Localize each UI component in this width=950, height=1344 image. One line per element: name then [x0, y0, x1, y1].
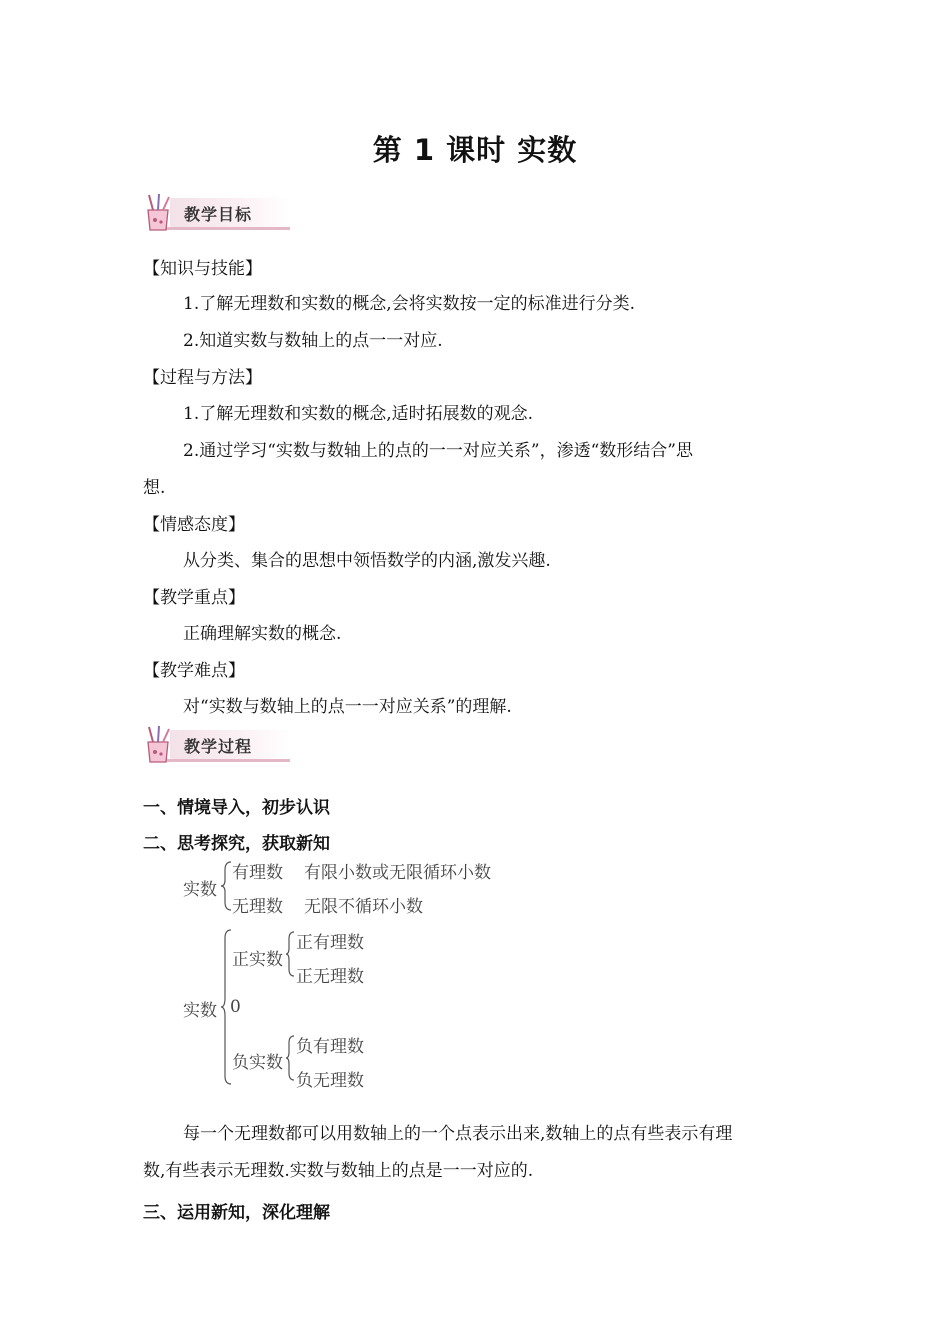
difficulty-item-1: 对“实数与数轴上的点一一对应关系”的理解.: [183, 697, 512, 717]
process-method-item-1: 1.了解无理数和实数的概念,适时拓展数的观念.: [183, 404, 534, 424]
class2-root: 实数: [183, 1001, 217, 1021]
process-method-header: 【过程与方法】: [143, 368, 262, 388]
class1-irrational: 无理数: [232, 897, 283, 917]
knowledge-item-2: 2.知道实数与数轴上的点一一对应.: [183, 331, 443, 351]
class1-irrational-desc: 无限不循环小数: [304, 897, 423, 917]
difficulty-header: 【教学难点】: [143, 661, 245, 681]
pencil-cup-icon: [140, 192, 180, 236]
class2-pos-rational: 正有理数: [296, 933, 364, 953]
key-point-header: 【教学重点】: [143, 588, 245, 608]
class2-pos-irrational: 正无理数: [296, 967, 364, 987]
class2-neg-irrational: 负无理数: [296, 1071, 364, 1091]
class1-rational-desc: 有限小数或无限循环小数: [304, 863, 491, 883]
process-method-item-2: 2.通过学习“实数与数轴上的点的一一对应关系”，渗透“数形结合”思: [183, 441, 693, 461]
section-banner-process: [140, 724, 290, 768]
step-2-heading: 二、思考探究，获取新知: [143, 834, 330, 854]
class2-zero: 0: [230, 997, 241, 1017]
explanation-paragraph-line-2: 数,有些表示无理数.实数与数轴上的点是一一对应的.: [143, 1161, 534, 1181]
page-title: 第 1 课时 实数: [372, 133, 578, 167]
class1-root: 实数: [183, 880, 217, 900]
process-method-item-2-cont: 想.: [143, 478, 166, 498]
class2-negative-brace: [284, 1034, 296, 1082]
emotion-header: 【情感态度】: [143, 515, 245, 535]
class2-negative: 负实数: [232, 1053, 283, 1073]
class1-rational: 有理数: [232, 863, 283, 883]
banner-goals-label: 教学目标: [184, 205, 253, 224]
knowledge-item-1: 1.了解无理数和实数的概念,会将实数按一定的标准进行分类.: [183, 294, 636, 314]
step-3-heading: 三、运用新知，深化理解: [143, 1203, 330, 1223]
explanation-paragraph-line-1: 每一个无理数都可以用数轴上的一个点表示出来,数轴上的点有些表示有理: [183, 1124, 733, 1144]
class2-positive: 正实数: [232, 950, 283, 970]
key-point-item-1: 正确理解实数的概念.: [183, 624, 342, 644]
knowledge-header: 【知识与技能】: [143, 259, 262, 279]
emotion-item-1: 从分类、集合的思想中领悟数学的内涵,激发兴趣.: [183, 551, 551, 571]
step-1-heading: 一、情境导入，初步认识: [143, 798, 330, 818]
class1-brace: [219, 860, 233, 912]
class2-positive-brace: [284, 930, 296, 978]
section-banner-goals: [140, 192, 290, 236]
pencil-cup-icon: [140, 724, 180, 768]
class2-neg-rational: 负有理数: [296, 1037, 364, 1057]
banner-process-label: 教学过程: [184, 737, 253, 756]
